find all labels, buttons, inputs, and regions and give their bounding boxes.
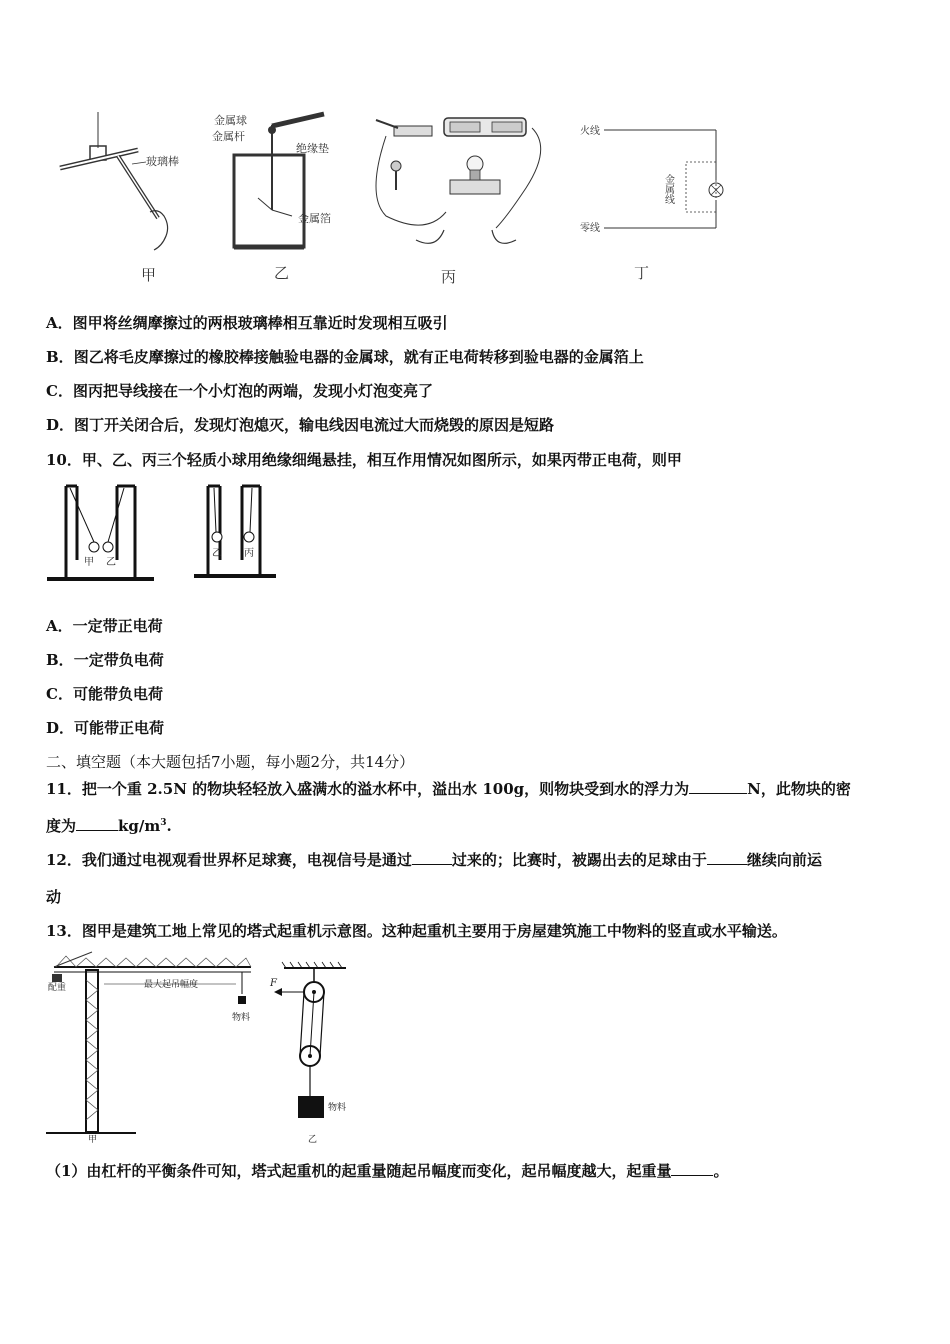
- figure-label-jia: 甲: [141, 266, 157, 284]
- yi-rod-label: 金属杆: [212, 130, 245, 143]
- figure-label-ding: 丁: [634, 264, 650, 282]
- q9-option-d: D．图丁开关闭合后，发现灯泡熄灭，输电线因电流过大而烧毁的原因是短路: [46, 416, 555, 434]
- figure-yi: [212, 113, 331, 282]
- pulley-yi: [269, 962, 346, 1144]
- q13-stem: 13．图甲是建筑工地上常见的塔式起重机示意图。这种起重机主要用于房屋建筑施工中物料的竖直或水平输送。: [46, 922, 787, 940]
- figure-label-bing: 丙: [441, 268, 457, 286]
- crane-material-label: 物料: [232, 1013, 251, 1023]
- pulley-material-label: 物料: [328, 1103, 347, 1113]
- q13-figure: [46, 950, 350, 1144]
- q10-label-bing: 丙: [244, 548, 254, 559]
- yi-foil-label: 金属箔: [298, 212, 331, 225]
- figure-top: [46, 100, 746, 290]
- ding-neutral-label: 零线: [580, 223, 600, 234]
- q10-stem: 10．甲、乙、丙三个轻质小球用绝缘细绳悬挂，相互作用情况如图所示，如果丙带正电荷，则甲: [46, 451, 682, 469]
- q9-option-a: A．图甲将丝绸摩擦过的两根玻璃棒相互靠近时发现相互吸引: [46, 314, 448, 332]
- q11-blank-2[interactable]: [76, 816, 118, 831]
- yi-ball-label: 金属球: [214, 114, 247, 127]
- crane-jia: [46, 952, 251, 1144]
- q10-frame-right: [194, 486, 276, 576]
- crane-counterweight-label: 配重: [48, 983, 67, 993]
- q10-option-b: B．一定带负电荷: [46, 651, 164, 669]
- pulley-yi-label: 乙: [308, 1135, 318, 1144]
- q12-blank-1[interactable]: [412, 850, 452, 865]
- q13-sub1: （1）由杠杆的平衡条件可知，塔式起重机的起重量随起吊幅度而变化，起吊幅度越大，起重量 。: [46, 1162, 729, 1180]
- jia-glass-rod-label: 玻璃棒: [146, 155, 179, 168]
- crane-jia-label: 甲: [88, 1135, 98, 1144]
- ding-wire-label: 金属线: [662, 174, 674, 204]
- q11-line1: 11．把一个重 2.5N 的物块轻轻放入盛满水的溢水杯中，溢出水 100g，则物块受到水的浮力为 N，此物块的密: [46, 780, 851, 798]
- q9-option-b: B．图乙将毛皮摩擦过的橡胶棒接触验电器的金属球，就有正电荷转移到验电器的金属箔上: [46, 348, 644, 366]
- q10-figure: [44, 480, 284, 588]
- q10-option-d: D．可能带正电荷: [46, 719, 165, 737]
- crane-range-label: 最大起吊幅度: [144, 980, 199, 990]
- figure-label-yi: 乙: [274, 264, 290, 282]
- q10-option-a: A．一定带正电荷: [46, 617, 163, 635]
- q13-blank-1[interactable]: [671, 1161, 713, 1176]
- q12-blank-2[interactable]: [707, 850, 747, 865]
- yi-pad-label: 绝缘垫: [296, 142, 329, 155]
- q12-line1: 12．我们通过电视观看世界杯足球赛，电视信号是通过 过来的；比赛时，被踢出去的足球由于 继续向前运: [46, 851, 822, 869]
- q11-blank-1[interactable]: [689, 779, 747, 794]
- q12-line2: 动: [46, 888, 62, 906]
- figure-ding: [580, 124, 723, 282]
- pulley-force-label: F: [270, 978, 277, 989]
- section2-heading: 二、填空题（本大题包括7小题，每小题2分，共14分）: [46, 753, 415, 771]
- q10-label-jia: 甲: [84, 557, 94, 568]
- q10-label-yi-2: 乙: [212, 548, 222, 559]
- q9-option-c: C．图丙把导线接在一个小灯泡的两端，发现小灯泡变亮了: [46, 382, 433, 400]
- q10-frame-left: [47, 486, 154, 579]
- q11-line2: 度为 $kg/m^3$.: [46, 817, 172, 835]
- q10-label-yi: 乙: [106, 557, 116, 568]
- ding-live-label: 火线: [580, 126, 600, 137]
- q10-option-c: C．可能带负电荷: [46, 685, 163, 703]
- figure-bing: [376, 118, 541, 286]
- figure-jia: [60, 112, 179, 284]
